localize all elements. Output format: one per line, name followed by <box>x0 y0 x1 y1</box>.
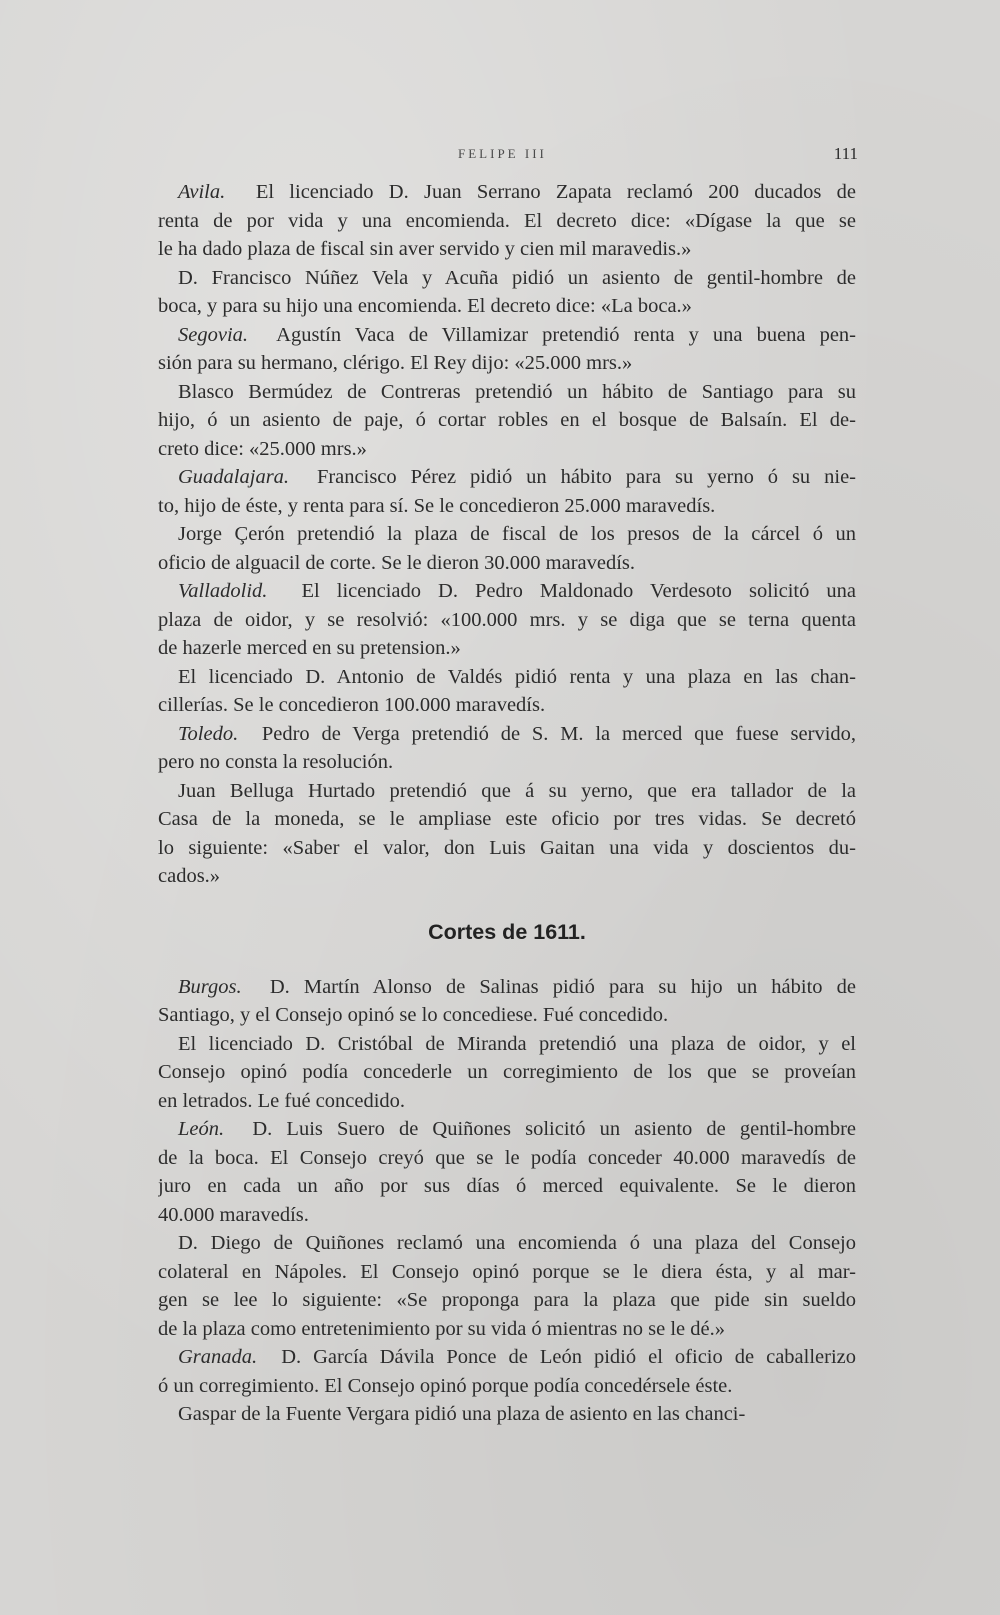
line-text: El licenciado D. Antonio de Valdés pidió renta y una plaza en las chan- <box>178 665 856 688</box>
place-name: Avila. <box>178 181 226 203</box>
line-text: de hazerle merced en su pretension.» <box>158 637 461 659</box>
text-line <box>158 321 856 350</box>
place-name: León. <box>178 1118 225 1140</box>
text-line <box>158 406 856 435</box>
text-line <box>158 1258 856 1287</box>
text-line <box>158 520 856 549</box>
text-line <box>158 264 856 293</box>
place-name: Segovia. <box>178 323 249 346</box>
line-text: juro en cada un año por sus días ó merced equivalente. Se le dieron <box>158 1175 856 1197</box>
text-line <box>158 577 856 606</box>
line-text: Pedro de Verga pretendió de S. M. la merced que fuese servido, <box>261 722 856 745</box>
line-text: pero no consta la resolución. <box>158 751 394 773</box>
text-line <box>158 777 856 806</box>
line-text: D. García Dávila Ponce de León pidió el oficio de caballerizo <box>281 1346 856 1368</box>
text-line <box>158 292 856 321</box>
line-text: Jorge Çerón pretendió la plaza de fiscal de los presos de la cárcel ó un <box>178 523 856 545</box>
line-text: creto dice: «25.000 mrs.» <box>158 437 367 460</box>
line-text: Agustín Vaca de Villamizar pretendió renta y una buena pen- <box>276 323 856 346</box>
place-name: Burgos. <box>178 975 242 998</box>
text-line <box>158 606 856 635</box>
line-text: Juan Belluga Hurtado pretendió que á su yerno, que era tallador de la <box>178 779 856 802</box>
text-line <box>158 691 856 720</box>
text-line <box>158 178 856 207</box>
text-line <box>158 805 856 834</box>
line-text: 40.000 maravedís. <box>158 1203 309 1226</box>
line-text: de la boca. El Consejo creyó que se le podía conceder 40.000 maravedís de <box>158 1146 856 1169</box>
place-name: Valladolid. <box>178 580 268 602</box>
text-line <box>158 663 856 692</box>
text-line <box>158 862 856 891</box>
line-text: de la plaza como entretenimiento por su vida ó mientras no se le dé.» <box>158 1317 725 1340</box>
line-text: Blasco Bermúdez de Contreras pretendió un hábito de Santiago para su <box>178 380 856 403</box>
text-line <box>158 492 856 521</box>
text-line <box>158 634 856 663</box>
line-text: renta de por vida y una encomienda. El decreto dice: «Dígase la que se <box>158 209 856 232</box>
text-line <box>158 1286 856 1315</box>
text-line <box>158 1372 856 1401</box>
text-line <box>158 1087 856 1116</box>
text-line <box>158 1315 856 1344</box>
place-name: Guadalajara. <box>178 466 290 488</box>
line-text: El licenciado D. Cristóbal de Miranda pretendió una plaza de oidor, y el <box>178 1032 856 1055</box>
text-line <box>158 720 856 749</box>
line-text: D. Martín Alonso de Salinas pidió para su hijo un hábito de <box>269 975 856 998</box>
text-line <box>158 1172 856 1201</box>
line-text: le ha dado plaza de fiscal sin aver servido y cien mil maravedis.» <box>158 238 692 260</box>
line-text: hijo, ó un asiento de paje, ó cortar robles en el bosque de Balsaín. El de- <box>158 409 856 431</box>
line-text: sión para su hermano, clérigo. El Rey dijo: «25.000 mrs.» <box>158 352 633 374</box>
page-header <box>158 146 858 170</box>
text-line <box>158 1030 856 1059</box>
line-text: Francisco Pérez pidió un hábito para su yerno ó su nie- <box>316 466 856 488</box>
text-line <box>158 1400 856 1429</box>
text-line <box>158 1229 856 1258</box>
text-block-before-heading <box>158 178 856 891</box>
line-text: Consejo opinó podía concederle un corregimiento de los que se proveían <box>158 1061 856 1083</box>
line-text: colateral en Nápoles. El Consejo opinó porque se le diera ésta, y al mar- <box>158 1260 856 1283</box>
text-line <box>158 349 856 378</box>
line-text: cillerías. Se le concedieron 100.000 maravedís. <box>158 694 546 716</box>
text-line <box>158 973 856 1002</box>
line-text: lo siguiente: «Saber el valor, don Luis Gaitan una vida y doscientos du- <box>158 836 856 859</box>
line-text: en letrados. Le fué concedido. <box>158 1089 406 1112</box>
text-line <box>158 207 856 236</box>
running-head: FELIPE III <box>458 146 547 161</box>
line-text: gen se lee lo siguiente: «Se proponga para la plaza que pide sin sueldo <box>158 1289 856 1311</box>
page-body <box>158 178 856 1429</box>
page-number: 111 <box>833 144 858 163</box>
text-line <box>158 1001 856 1030</box>
text-line <box>158 834 856 863</box>
text-line <box>158 435 856 464</box>
line-text: oficio de alguacil de corte. Se le dieron 30.000 maravedís. <box>158 551 636 574</box>
text-line <box>158 1058 856 1087</box>
line-text: plaza de oidor, y se resolvió: «100.000 mrs. y se diga que se terna quenta <box>158 608 856 631</box>
text-line <box>158 1201 856 1230</box>
text-block-after-heading <box>158 973 856 1429</box>
place-name: Granada. <box>178 1346 258 1368</box>
line-text: D. Luis Suero de Quiñones solicitó un asiento de gentil-hombre <box>252 1118 856 1140</box>
line-text: D. Francisco Núñez Vela y Acuña pidió un asiento de gentil-hombre de <box>178 266 856 289</box>
text-line <box>158 748 856 777</box>
line-text: Casa de la moneda, se le ampliase este oficio por tres vidas. Se decretó <box>158 808 856 830</box>
place-name: Toledo. <box>178 722 239 745</box>
line-text: El licenciado D. Pedro Maldonado Verdesoto solicitó una <box>301 580 856 602</box>
line-text: Santiago, y el Consejo opinó se lo concediese. Fué concedido. <box>158 1004 669 1026</box>
text-line <box>158 1343 856 1372</box>
line-text: Gaspar de la Fuente Vergara pidió una plaza de asiento en las chanci- <box>178 1403 746 1425</box>
text-line <box>158 463 856 492</box>
text-line <box>158 1115 856 1144</box>
text-line <box>158 378 856 407</box>
text-line <box>158 235 856 264</box>
section-heading: Cortes de 1611. <box>428 919 586 944</box>
line-text: El licenciado D. Juan Serrano Zapata reclamó 200 ducados de <box>255 181 856 203</box>
line-text: cados.» <box>158 865 221 887</box>
line-text: to, hijo de éste, y renta para sí. Se le concedieron 25.000 maravedís. <box>158 494 716 517</box>
line-text: ó un corregimiento. El Consejo opinó porque podía concedérsele éste. <box>158 1374 733 1397</box>
line-text: boca, y para su hijo una encomienda. El decreto dice: «La boca.» <box>158 295 692 317</box>
line-text: D. Diego de Quiñones reclamó una encomienda ó una plaza del Consejo <box>178 1232 856 1254</box>
text-line <box>158 1144 856 1173</box>
text-line <box>158 549 856 578</box>
